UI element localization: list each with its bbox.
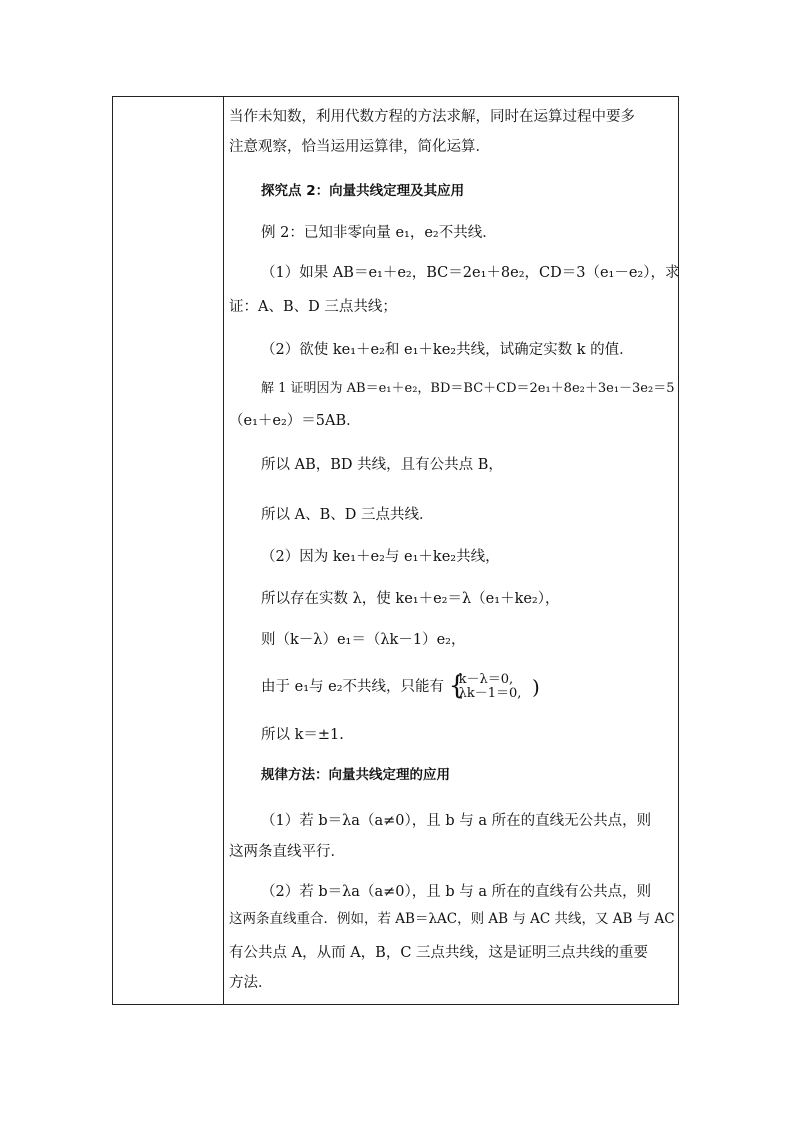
text-line: 则（k－λ）e₁＝（λk－1）e₂， [261,632,466,648]
system-line [261,673,540,701]
text-line: （1）若 b＝λa（a≠0），且 b 与 a 所在的直线无公共点，则 [261,813,652,829]
text-line: 当作未知数，利用代数方程的方法求解，同时在运算过程中要多 [229,109,635,125]
text-line: 所以 AB，BD 共线，且有公共点 B， [261,457,503,473]
text-line: 所以存在实数 λ，使 ke₁＋e₂＝λ（e₁＋ke₂）， [261,591,560,607]
text-line: 注意观察，恰当运用运算律，简化运算． [229,139,490,155]
brace-icon: { [448,671,466,701]
text-line: 这两条直线重合．例如，若 AB＝λAC，则 AB 与 AC 共线，又 AB 与 AC [229,911,675,927]
table-frame [112,96,679,1005]
text-line: 解 1 证明因为 AB＝e₁＋e₂，BD＝BC＋CD＝2e₁＋8e₂＋3e₁－3e₂＝5 [261,381,675,396]
text-line: 由于 e₁与 e₂不共线，只能有 [261,679,445,695]
equation-1: k－λ＝0, [458,672,514,687]
text-line: （e₁＋e₂）＝5AB． [229,413,361,429]
equation-2: λk－1＝0, [458,686,522,701]
text-line: 所以 A、B、D 三点共线． [261,507,434,523]
text-line: （2）若 b＝λa（a≠0），且 b 与 a 所在的直线有公共点，则 [261,884,652,900]
section-heading: 探究点 2：向量共线定理及其应用 [261,183,465,199]
paren-icon: ) [532,675,540,699]
text-line: （1）如果 AB＝e₁＋e₂，BC＝2e₁＋8e₂，CD＝3（e₁－e₂），求 [261,265,680,281]
example-title: 例 2：已知非零向量 e₁，e₂不共线． [261,225,497,241]
column-divider [223,97,224,1004]
text-line: 方法． [229,975,273,991]
text-line: （2）因为 ke₁＋e₂与 e₁＋ke₂共线， [261,549,500,565]
text-line: 这两条直线平行． [229,844,345,860]
equation-system [448,671,522,701]
text-line: 证：A、B、D 三点共线； [229,299,397,315]
section-heading: 规律方法：向量共线定理的应用 [261,767,450,783]
text-line: 有公共点 A，从而 A，B，C 三点共线，这是证明三点共线的重要 [229,945,649,961]
text-line: （2）欲使 ke₁＋e₂和 e₁＋ke₂共线，试确定实数 k 的值． [261,342,634,358]
text-line: 所以 k＝±1. [261,727,344,743]
